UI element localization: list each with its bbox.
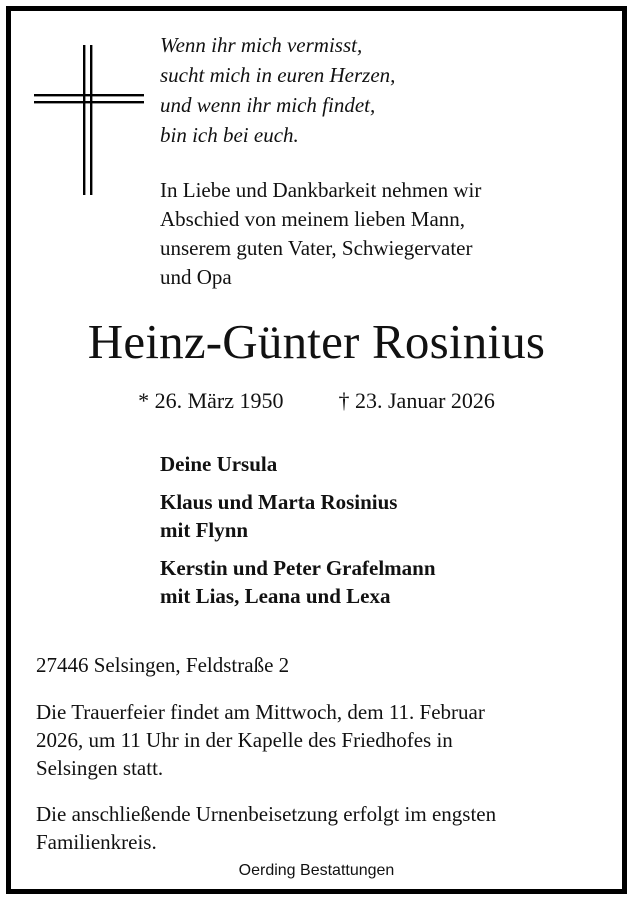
burial-line: Familienkreis. bbox=[36, 830, 157, 854]
intro-line: Abschied von meinem lieben Mann, bbox=[160, 207, 466, 231]
undertaker-name: Oerding Bestattungen bbox=[238, 862, 395, 879]
address: 27446 Selsingen, Feldstraße 2 bbox=[36, 653, 290, 677]
poem-line: sucht mich in euren Herzen, bbox=[160, 63, 396, 87]
deceased-name: Heinz-Günter Rosinius bbox=[87, 314, 546, 369]
burial-notice bbox=[36, 800, 616, 856]
death-date: † 23. Januar 2026 bbox=[338, 388, 495, 413]
mourner-line: Kerstin und Peter Grafelmann bbox=[160, 556, 436, 580]
intro-line: In Liebe und Dankbarkeit nehmen wir bbox=[160, 178, 482, 202]
poem bbox=[160, 30, 395, 150]
burial-line: Die anschließende Urnenbeisetzung erfolgt im engsten bbox=[36, 802, 497, 826]
mourner-line: mit Lias, Leana und Lexa bbox=[160, 584, 391, 608]
birth-date: * 26. März 1950 bbox=[138, 388, 284, 413]
ceremony-notice bbox=[36, 698, 616, 782]
mourner-line: mit Flynn bbox=[160, 518, 249, 542]
ceremony-line: Selsingen statt. bbox=[36, 756, 164, 780]
mourner-group bbox=[160, 554, 436, 610]
mourner-line: Deine Ursula bbox=[160, 452, 278, 476]
intro-line: und Opa bbox=[160, 265, 232, 289]
poem-line: bin ich bei euch. bbox=[160, 123, 299, 147]
life-dates bbox=[0, 386, 633, 416]
latin-cross-icon bbox=[34, 45, 144, 195]
ceremony-line: 2026, um 11 Uhr in der Kapelle des Friedhofes in bbox=[36, 728, 453, 752]
ceremony-line: Die Trauerfeier findet am Mittwoch, dem 11. Februar bbox=[36, 700, 485, 724]
mourner-line: Klaus und Marta Rosinius bbox=[160, 490, 398, 514]
poem-line: Wenn ihr mich vermisst, bbox=[160, 33, 363, 57]
poem-line: und wenn ihr mich findet, bbox=[160, 93, 376, 117]
mourner-group bbox=[160, 450, 436, 478]
mourners-list bbox=[160, 450, 436, 620]
intro-line: unserem guten Vater, Schwiegervater bbox=[160, 236, 473, 260]
mourner-group bbox=[160, 488, 436, 544]
intro-text bbox=[160, 176, 481, 292]
